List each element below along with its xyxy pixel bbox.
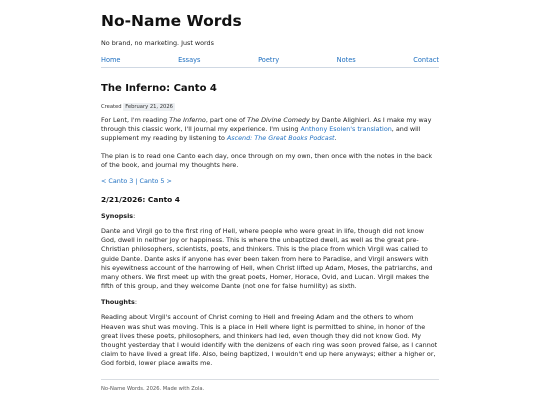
site-title[interactable]: No-Name Words bbox=[101, 12, 242, 30]
nav-link-poetry[interactable]: Poetry bbox=[258, 56, 280, 64]
post-created bbox=[101, 103, 439, 111]
nav-link-home[interactable]: Home bbox=[101, 56, 121, 64]
intro-text-3: by Dante Alighieri. As I make my way through this classic work, I'll journal my experience. I'm using bbox=[101, 116, 432, 134]
podcast-link-text: Ascend: The Great Books Podcast bbox=[226, 134, 335, 143]
intro-emphasis-divine-comedy: The Divine Comedy bbox=[247, 116, 310, 124]
entry-heading: 2/21/2026: Canto 4 bbox=[101, 195, 180, 205]
intro-emphasis-inferno: The Inferno bbox=[169, 116, 206, 124]
main-nav bbox=[101, 56, 439, 68]
canto-nav-separator: | bbox=[133, 177, 140, 186]
podcast-link[interactable] bbox=[227, 134, 335, 142]
intro-text-4: , and will supplement my reading by listening to bbox=[101, 125, 421, 143]
synopsis-paragraph: Dante and Virgil go to the first ring of Hell, where people who were great in life, though did not know God, dwell in neither joy or happiness. This is where the unbaptized dwell, as well as the great pre-Christian philosophers, scientists, poets, and thinkers. This is the place from which Virgil was called to guide Dante. Dante asks if anyone has ever been taken from here to Paradise, and Virgil answers with his eyewitness account of the harrowing of Hell, when Christ lifted up Adam, Moses, the patriarchs, and many others. We first meet up with the great poets, Homer, Horace, Ovid, and Lucan. Virgil makes the fifth of this group, and they welcome Dante (not one for false humility) as sixth. bbox=[101, 227, 433, 291]
site-tagline: No brand, no marketing. Just words bbox=[101, 39, 214, 47]
created-date-badge: February 21, 2026 bbox=[125, 104, 173, 110]
post-article bbox=[101, 83, 439, 369]
plan-paragraph: The plan is to read one Canto each day, once through on my own, then once with the notes in the back of the book, and journal my thoughts here. bbox=[101, 151, 433, 169]
intro-text-1: For Lent, I'm reading bbox=[101, 116, 170, 124]
post-title: The Inferno: Canto 4 bbox=[101, 83, 217, 94]
translation-link[interactable]: Anthony Esolen's translation bbox=[300, 125, 392, 134]
prev-canto-link[interactable]: < Canto 3 bbox=[101, 177, 134, 186]
synopsis-label: Synopsis bbox=[101, 212, 134, 221]
thoughts-paragraph: Reading about Virgil's account of Christ coming to Hell and freeing Adam and the others to whom Heaven was shut was moving. This is a place in Hell where light is permitted to shine, in honor of the great lives these poets, philosophers, and thinkers had led, even though they did not know God. My thought yesterday that I would identify with the denizens of each ring was soon proved false, as I cannot claim to have lived a great life. Also, being baptized, I wouldn't end up here anyways; either a higher or, God forbid, lower place awaits me. bbox=[101, 313, 438, 368]
intro-text-5: . bbox=[334, 134, 337, 143]
nav-link-essays[interactable]: Essays bbox=[178, 56, 201, 64]
created-label: Created bbox=[101, 104, 122, 110]
thoughts-heading: Thoughts: bbox=[101, 298, 137, 307]
nav-link-notes[interactable]: Notes bbox=[336, 56, 356, 64]
synopsis-heading: Synopsis: bbox=[101, 212, 136, 221]
footer-text: No-Name Words. 2026. Made with Zola. bbox=[101, 385, 205, 392]
next-canto-link[interactable]: Canto 5 > bbox=[139, 177, 172, 186]
page-container bbox=[101, 0, 439, 393]
intro-text-2: , part one of bbox=[205, 116, 248, 124]
intro-paragraph bbox=[101, 116, 439, 144]
nav-link-contact[interactable]: Contact bbox=[413, 56, 439, 64]
thoughts-label: Thoughts bbox=[101, 298, 135, 307]
site-header bbox=[101, 12, 439, 68]
site-footer bbox=[101, 379, 439, 393]
canto-navigation bbox=[101, 177, 439, 186]
